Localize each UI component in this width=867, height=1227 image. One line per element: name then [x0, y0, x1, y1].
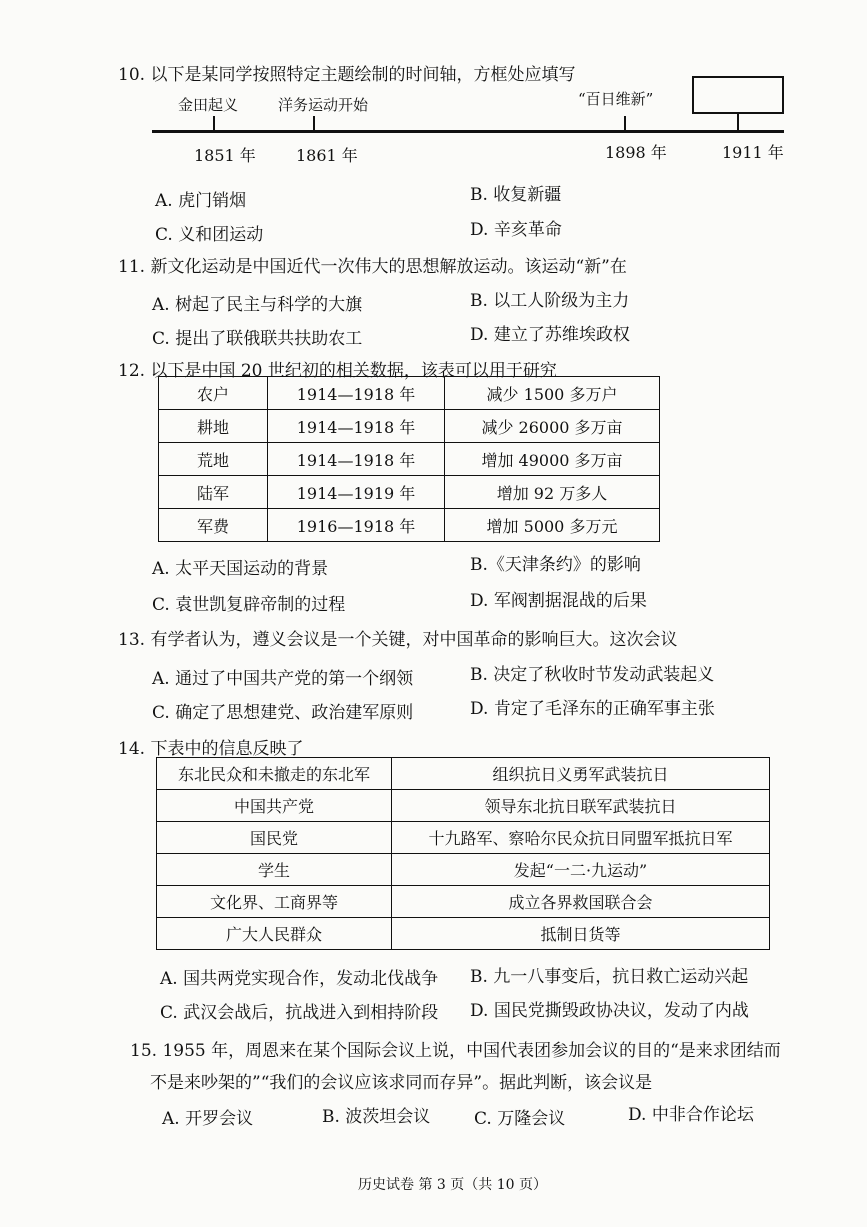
table-cell: 1914—1919 年: [268, 476, 445, 509]
timeline-axis: [152, 130, 784, 133]
table-row: [159, 509, 660, 542]
table-row: [159, 476, 660, 509]
q12-table: [158, 376, 660, 542]
q15-option-c: C. 万隆会议: [474, 1109, 566, 1129]
q14-option-c: C. 武汉会战后，抗战进入到相持阶段: [160, 1003, 439, 1023]
q15-stem-line1: 15. 1955 年，周恩来在某个国际会议上说，中国代表团参加会议的目的“是来求团结而: [130, 1041, 781, 1061]
q14-option-d: D. 国民党撕毁政协决议，发动了内战: [470, 1001, 749, 1021]
q15-option-d: D. 中非合作论坛: [628, 1105, 754, 1125]
table-cell: 十九路军、察哈尔民众抗日同盟军抵抗日军: [392, 822, 770, 854]
table-row: [157, 886, 770, 918]
timeline-tick: [624, 116, 626, 132]
table-cell: 1914—1918 年: [268, 410, 445, 443]
table-cell: 文化界、工商界等: [157, 886, 392, 918]
q12-option-b: B.《天津条约》的影响: [470, 555, 641, 575]
q12-option-d: D. 军阀割据混战的后果: [470, 591, 647, 611]
timeline-tick: [313, 116, 315, 132]
q11-option-c: C. 提出了联俄联共扶助农工: [152, 329, 363, 349]
timeline-event: 洋务运动开始: [278, 96, 369, 114]
table-cell: 陆军: [159, 476, 268, 509]
timeline-tick: [737, 112, 739, 132]
table-cell: 领导东北抗日联军武装抗日: [392, 790, 770, 822]
table-cell: 荒地: [159, 443, 268, 476]
q15-option-a: A. 开罗会议: [162, 1109, 254, 1129]
q10-option-b: B. 收复新疆: [470, 185, 562, 205]
q11-option-d: D. 建立了苏维埃政权: [470, 325, 630, 345]
q15-stem-line2: 不是来吵架的”“我们的会议应该求同而存异”。据此判断，该会议是: [150, 1073, 653, 1093]
table-cell: 中国共产党: [157, 790, 392, 822]
timeline-year: 1851 年: [194, 146, 256, 165]
answer-box: [692, 76, 784, 114]
table-row: [159, 410, 660, 443]
q13-option-b: B. 决定了秋收时节发动武装起义: [470, 665, 715, 685]
q10-option-d: D. 辛亥革命: [470, 220, 562, 240]
q12-option-c: C. 袁世凯复辟帝制的过程: [152, 595, 346, 615]
table-cell: 学生: [157, 854, 392, 886]
table-row: [157, 918, 770, 950]
q12-stem: 12. 以下是中国 20 世纪初的相关数据，该表可以用于研究: [118, 361, 557, 381]
q13-stem: 13. 有学者认为，遵义会议是一个关键，对中国革命的影响巨大。这次会议: [118, 630, 678, 650]
table-cell: 农户: [159, 377, 268, 410]
q13-option-a: A. 通过了中国共产党的第一个纲领: [152, 669, 414, 689]
q10-option-a: A. 虎门销烟: [155, 191, 247, 211]
q14-stem: 14. 下表中的信息反映了: [118, 739, 304, 759]
table-row: [157, 790, 770, 822]
q13-option-c: C. 确定了思想建党、政治建军原则: [152, 703, 414, 723]
q11-stem: 11. 新文化运动是中国近代一次伟大的思想解放运动。该运动“新”在: [118, 257, 627, 277]
q10-option-c: C. 义和团运动: [155, 225, 264, 245]
q10-stem: 10. 以下是某同学按照特定主题绘制的时间轴，方框处应填写: [118, 65, 576, 85]
table-cell: 东北民众和未撤走的东北军: [157, 758, 392, 790]
timeline-year: 1911 年: [722, 143, 784, 162]
q13-option-d: D. 肯定了毛泽东的正确军事主张: [470, 699, 715, 719]
table-cell: 1914—1918 年: [268, 377, 445, 410]
table-cell: 军费: [159, 509, 268, 542]
table-cell: 增加 5000 多万元: [445, 509, 660, 542]
q14-option-a: A. 国共两党实现合作，发动北伐战争: [160, 969, 439, 989]
table-cell: 发起“一二·九运动”: [392, 854, 770, 886]
q15-option-b: B. 波茨坦会议: [322, 1107, 431, 1127]
q11-option-b: B. 以工人阶级为主力: [470, 291, 630, 311]
q14-table: [156, 757, 770, 950]
table-row: [157, 854, 770, 886]
timeline-event: “百日维新”: [578, 90, 654, 108]
table-cell: 增加 49000 多万亩: [445, 443, 660, 476]
table-row: [159, 377, 660, 410]
timeline-event: 金田起义: [178, 96, 239, 114]
table-row: [157, 758, 770, 790]
timeline-year: 1861 年: [296, 146, 358, 165]
table-row: [159, 443, 660, 476]
table-cell: 减少 26000 多万亩: [445, 410, 660, 443]
table-cell: 广大人民群众: [157, 918, 392, 950]
table-cell: 增加 92 万多人: [445, 476, 660, 509]
table-cell: 组织抗日义勇军武装抗日: [392, 758, 770, 790]
timeline-year: 1898 年: [605, 143, 667, 162]
q12-option-a: A. 太平天国运动的背景: [152, 559, 329, 579]
table-cell: 成立各界救国联合会: [392, 886, 770, 918]
table-cell: 耕地: [159, 410, 268, 443]
table-cell: 国民党: [157, 822, 392, 854]
table-row: [157, 822, 770, 854]
q11-option-a: A. 树起了民主与科学的大旗: [152, 295, 363, 315]
table-cell: 减少 1500 多万户: [445, 377, 660, 410]
page-footer: 历史试卷 第 3 页（共 10 页）: [358, 1177, 547, 1193]
table-cell: 1914—1918 年: [268, 443, 445, 476]
table-cell: 1916—1918 年: [268, 509, 445, 542]
timeline-tick: [213, 116, 215, 132]
q14-option-b: B. 九一八事变后，抗日救亡运动兴起: [470, 967, 749, 987]
table-cell: 抵制日货等: [392, 918, 770, 950]
